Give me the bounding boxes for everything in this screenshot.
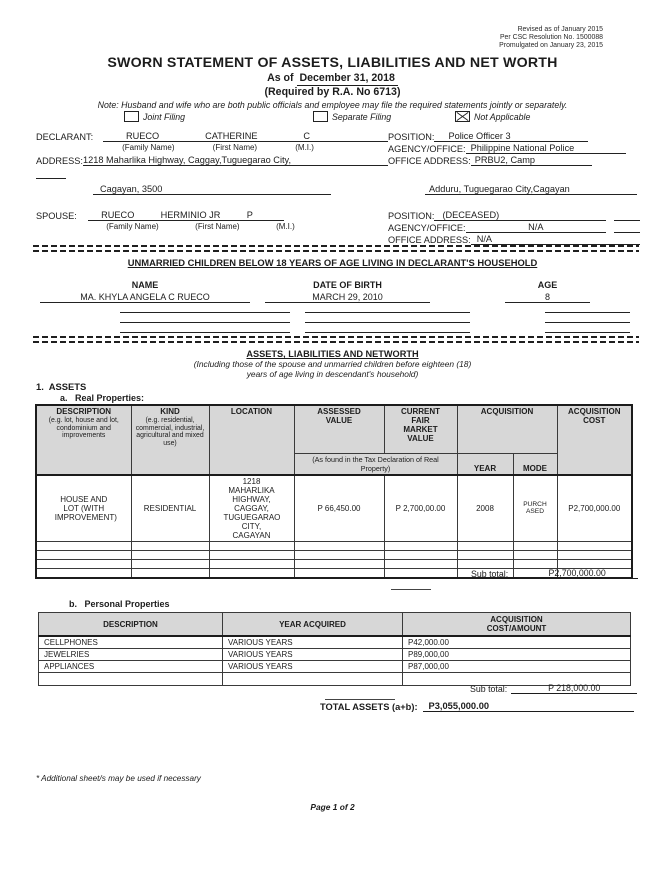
children-heading: UNMARRIED CHILDREN BELOW 18 YEARS OF AGE LIVING IN DECLARANT'S HOUSEHOLD xyxy=(127,257,538,268)
assets-section-label xyxy=(36,381,86,392)
declarant-label: DECLARANT: xyxy=(36,132,94,142)
real-subtotal-label: Sub total: xyxy=(471,569,509,579)
total-assets-value: P3,055,000.00 xyxy=(423,701,634,712)
cell-assessed-value: P 66,450.00 xyxy=(294,475,384,542)
personal-properties-title: Personal Properties xyxy=(84,599,170,609)
blank-line xyxy=(545,312,630,313)
cell-cost: P42,000.00 xyxy=(403,636,631,649)
spouse-agency-field: N/A xyxy=(466,222,606,233)
cell-current-fmv: P 2,700,00.00 xyxy=(384,475,457,542)
cell-description: HOUSE AND LOT (WITH IMPROVEMENT) xyxy=(36,475,131,542)
declarant-name-field xyxy=(103,131,388,142)
description-header-text: DESCRIPTION xyxy=(56,407,112,416)
cell-year: VARIOUS YEARS xyxy=(223,636,403,649)
revision-line-2: Per CSC Resolution No. 1500088 xyxy=(499,34,603,41)
kind-header-text: KIND xyxy=(160,407,180,416)
assets-number: 1. xyxy=(36,381,44,392)
real-properties-letter: a. xyxy=(60,393,68,403)
spouse-family-name: RUECO xyxy=(101,210,135,220)
declarant-agency-field: Philippine National Police xyxy=(466,143,626,154)
blank-line xyxy=(120,322,290,323)
cell-year: 2008 xyxy=(457,475,513,542)
required-by-line: (Required by R.A. No 6713) xyxy=(264,86,401,98)
revision-stamp xyxy=(499,26,603,50)
spouse-left-column xyxy=(36,209,388,245)
filing-note: Note: Husband and wife who are both public officials and employee may file the required statements jointly or separately. xyxy=(97,100,568,110)
child-name: MA. KHYLA ANGELA C RUECO xyxy=(40,292,250,303)
mi-sublabel: (M.I.) xyxy=(295,143,314,152)
header-year: YEAR xyxy=(457,453,513,475)
declarant-office-address-line1: PRBU2, Camp xyxy=(471,155,592,166)
section-divider xyxy=(33,336,639,343)
cell-year: VARIOUS YEARS xyxy=(223,649,403,661)
child-dob: MARCH 29, 2010 xyxy=(265,292,430,303)
spouse-office-address-label: OFFICE ADDRESS: xyxy=(388,235,471,245)
real-properties-label xyxy=(60,393,144,403)
spouse-section xyxy=(36,209,640,245)
blank-line xyxy=(305,322,470,323)
child-age: 8 xyxy=(505,292,590,303)
section-divider xyxy=(33,245,639,252)
declarant-agency-label: AGENCY/OFFICE: xyxy=(388,144,466,154)
assets-title: ASSETS xyxy=(48,381,87,392)
blank-line xyxy=(545,332,630,333)
blank-line xyxy=(545,322,630,323)
address-continuation-blank xyxy=(36,177,66,179)
real-subtotal-value: P2,700,000.00 xyxy=(516,568,638,579)
cell-location: 1218 MAHARLIKA HIGHWAY, CAGGAY, TUGUEGARAO CITY, CAGAYAN xyxy=(209,475,294,542)
spouse-office-address-field: N/A xyxy=(471,234,640,245)
declarant-office-address-label: OFFICE ADDRESS: xyxy=(388,156,471,166)
header-tax-note: (As found in the Tax Declaration of Real Property) xyxy=(294,453,457,475)
first-name-sublabel: (First Name) xyxy=(212,143,258,152)
filing-option-not-applicable xyxy=(455,111,530,122)
header-current-fmv: CURRENT FAIR MARKET VALUE xyxy=(384,405,457,453)
declarant-office-address-line2: Adduru, Tuguegarao City,Cagayan xyxy=(425,184,637,195)
checkbox-not-applicable-checked xyxy=(455,111,470,122)
separate-filing-label: Separate Filing xyxy=(332,111,392,122)
networth-heading-block xyxy=(0,349,665,379)
checkbox-joint-filing xyxy=(124,111,139,122)
header-assessed-value: ASSESSED VALUE xyxy=(294,405,384,453)
real-property-row xyxy=(36,475,632,542)
blank-line xyxy=(305,332,470,333)
page-number: Page 1 of 2 xyxy=(310,802,355,812)
revision-line-1: Revised as of January 2015 xyxy=(517,26,603,33)
declarant-position-label: POSITION: xyxy=(388,132,435,142)
cell-cost: P87,000,00 xyxy=(403,661,631,673)
blank-line xyxy=(120,332,290,333)
filing-option-separate xyxy=(313,111,391,122)
header-acquisition-cost-amount: ACQUISITION COST/AMOUNT xyxy=(403,613,631,637)
spouse-label: SPOUSE: xyxy=(36,211,77,221)
cell-cost: P89,000,00 xyxy=(403,649,631,661)
header-kind xyxy=(131,405,209,475)
spouse-right-column xyxy=(388,209,640,245)
personal-property-row xyxy=(39,649,631,661)
cell-mode: PURCHASED xyxy=(513,475,557,542)
child-row xyxy=(40,290,665,303)
age-column-header: AGE xyxy=(537,280,558,290)
header-description xyxy=(36,405,131,475)
total-assets-row xyxy=(320,701,634,712)
as-of-line xyxy=(0,72,665,86)
declarant-address-line2: Cagayan, 3500 xyxy=(93,184,331,195)
not-applicable-label: Not Applicable xyxy=(474,111,531,122)
blank-line xyxy=(120,312,290,313)
child-blank-row xyxy=(40,313,665,323)
spouse-first-name: HERMINIO JR xyxy=(160,210,221,220)
header-acquisition-cost: ACQUISITION COST xyxy=(557,405,632,475)
header-acquisition: ACQUISITION xyxy=(457,405,557,453)
personal-property-row xyxy=(39,661,631,673)
personal-properties-letter: b. xyxy=(69,599,77,609)
joint-filing-label: Joint Filing xyxy=(143,111,186,122)
spouse-agency-label: AGENCY/OFFICE: xyxy=(388,223,466,233)
blank-line-segment xyxy=(614,232,640,233)
cell-description: CELLPHONES xyxy=(39,636,223,649)
checkbox-separate-filing xyxy=(313,111,328,122)
description-header-note: (e.g. lot, house and lot, condominium and improvements xyxy=(48,417,119,440)
declarant-left-column xyxy=(36,130,388,195)
cell-description: APPLIANCES xyxy=(39,661,223,673)
kind-header-note: (e.g. residential, commercial, industrial, agricultural and mixed use) xyxy=(135,417,205,447)
declarant-first-name: CATHERINE xyxy=(205,131,258,141)
child-blank-row xyxy=(40,303,665,313)
children-section xyxy=(0,257,665,333)
declarant-right-column xyxy=(388,130,640,195)
spouse-position-label: POSITION: xyxy=(388,211,435,221)
networth-heading: ASSETS, LIABILITIES AND NETWORTH xyxy=(246,349,419,359)
personal-property-row xyxy=(39,636,631,649)
declarant-address-label: ADDRESS: xyxy=(36,156,83,166)
cell-description: JEWELRIES xyxy=(39,649,223,661)
personal-properties-table xyxy=(38,612,631,686)
stray-line xyxy=(391,589,431,591)
spouse-name-field xyxy=(88,210,284,221)
as-of-date: December 31, 2018 xyxy=(297,72,398,86)
declarant-family-name: RUECO xyxy=(125,131,160,141)
spouse-position-field: (DECEASED) xyxy=(434,210,606,221)
personal-subtotal-label: Sub total: xyxy=(470,684,508,694)
first-name-sublabel: (First Name) xyxy=(195,222,240,231)
dob-column-header: DATE OF BIRTH xyxy=(313,280,382,290)
additional-sheets-note: * Additional sheet/s may be used if necessary xyxy=(36,774,201,783)
header-personal-description: DESCRIPTION xyxy=(39,613,223,637)
declarant-address-line1: 1218 Maharlika Highway, Caggay,Tuguegarao City, xyxy=(83,155,388,166)
total-assets-label: TOTAL ASSETS (a+b): xyxy=(320,702,418,712)
cell-year: VARIOUS YEARS xyxy=(223,661,403,673)
declarant-position-field: Police Officer 3 xyxy=(434,131,588,142)
filing-options-row xyxy=(0,111,665,126)
family-name-sublabel: (Family Name) xyxy=(122,143,175,152)
declarant-middle-initial: C xyxy=(303,131,311,141)
real-properties-title: Real Properties: xyxy=(75,393,145,403)
header-mode: MODE xyxy=(513,453,557,475)
networth-subheading-1: (Including those of the spouse and unmarried children before eighteen (18) xyxy=(193,359,472,369)
filing-option-joint xyxy=(124,111,185,122)
real-properties-table xyxy=(35,404,633,579)
networth-subheading-2: years of age living in descendant's household) xyxy=(246,368,419,379)
cell-kind: RESIDENTIAL xyxy=(131,475,209,542)
form-title: SWORN STATEMENT OF ASSETS, LIABILITIES AND NET WORTH xyxy=(107,55,558,71)
blank-line-segment xyxy=(614,220,640,221)
empty-table-row xyxy=(36,541,632,550)
empty-table-row xyxy=(36,550,632,559)
as-of-label: As of xyxy=(267,72,294,84)
declarant-section xyxy=(36,130,640,195)
declarant-name-sublabels xyxy=(103,143,333,152)
name-column-header: NAME xyxy=(131,280,159,290)
spouse-name-sublabels xyxy=(88,222,313,231)
revision-line-3: Promulgated on January 23, 2015 xyxy=(499,42,603,49)
x-mark-icon xyxy=(456,112,469,121)
blank-line xyxy=(305,312,470,313)
child-blank-row xyxy=(40,323,665,333)
personal-properties-label xyxy=(69,599,170,609)
cell-acquisition-cost: P2,700,000.00 xyxy=(557,475,632,542)
spouse-middle-initial: P xyxy=(246,210,253,220)
mi-sublabel: (M.I.) xyxy=(276,222,295,231)
personal-subtotal-value: P 218,000.00 xyxy=(511,683,637,694)
real-subtotal-row xyxy=(471,568,638,579)
header-location: LOCATION xyxy=(209,405,294,475)
family-name-sublabel: (Family Name) xyxy=(106,222,159,231)
header-year-acquired: YEAR ACQUIRED xyxy=(223,613,403,637)
empty-table-row xyxy=(36,559,632,568)
personal-subtotal-row xyxy=(470,683,637,694)
children-column-headers xyxy=(40,277,665,290)
